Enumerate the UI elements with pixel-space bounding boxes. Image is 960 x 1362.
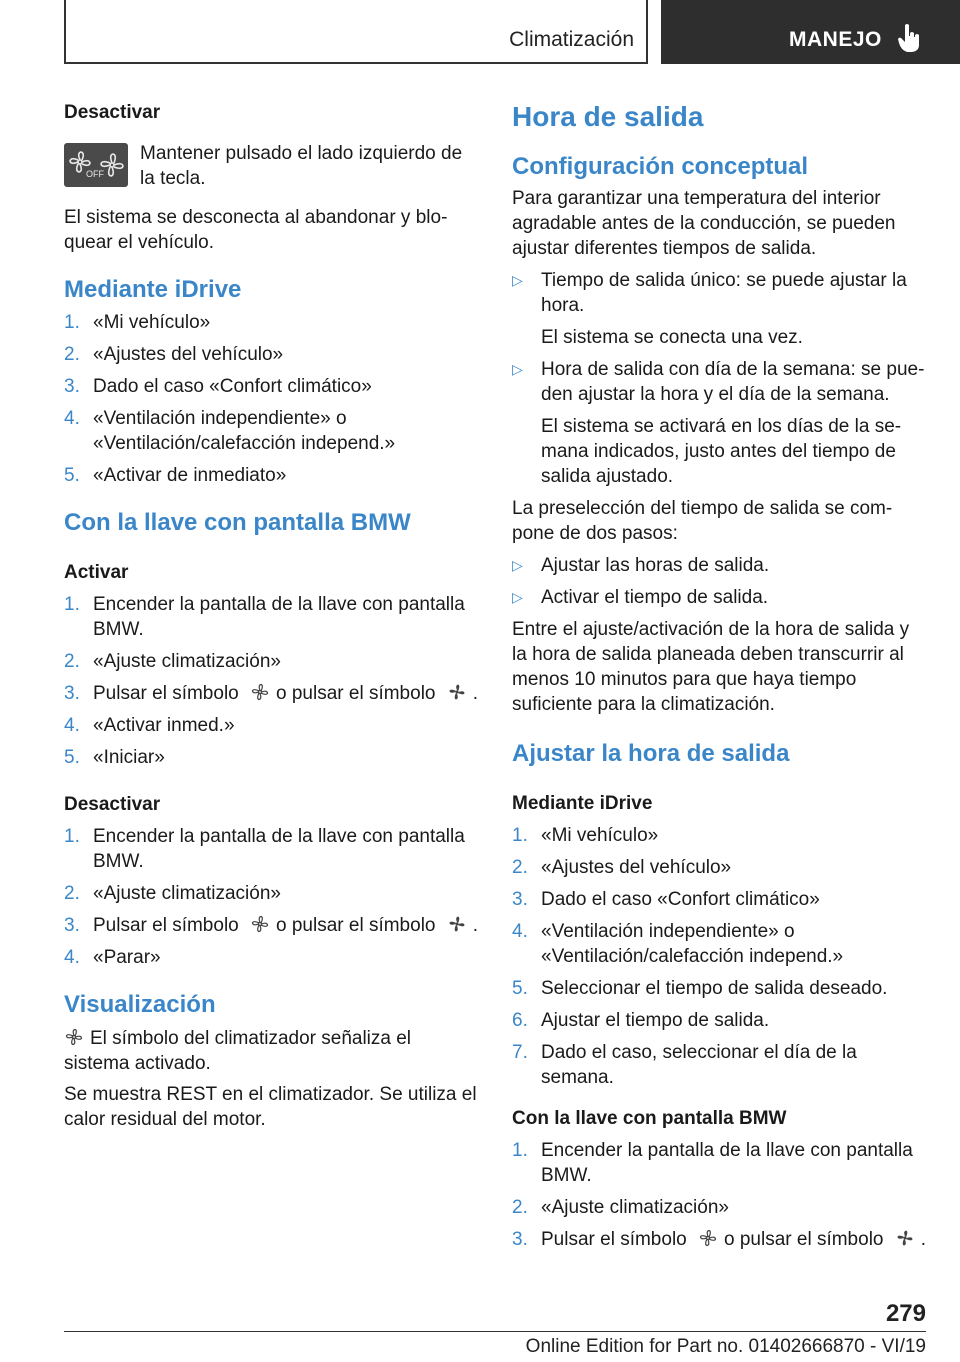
list-item: 2. «Ajustes del vehículo» (64, 344, 284, 365)
concept-heading: Configuración conceptual (512, 153, 809, 180)
list-item: 1. «Mi vehículo» (64, 312, 211, 333)
hand-pointer-icon (897, 23, 921, 53)
preselect-steps (512, 553, 928, 610)
desactivar-block (64, 141, 480, 191)
ajustar-heading: Ajustar la hora de salida (512, 740, 790, 767)
concept-intro: Para garantizar una temperatura del interior agradable antes de la conducción, se pueden ajustar diferentes tiempos de salida. (512, 188, 896, 259)
fan-outline-icon (250, 682, 270, 702)
timing-note: Entre el ajuste/activación de la hora de salida y la hora de salida planeada deben transcurrir al menos 10 minutos para que haya tiempo suficiente para la climatización. (512, 619, 910, 715)
list-item: 4. «Activar inmed.» (64, 715, 235, 736)
fan-outline-icon (64, 1027, 84, 1047)
list-item: 1. «Mi vehículo» (512, 825, 659, 846)
list-item: 1. Encender la pantalla de la llave con pantalla BMW. (64, 826, 465, 872)
activar-heading: Activar (64, 562, 129, 583)
left-column (64, 100, 480, 1132)
chapter-tab (661, 0, 960, 64)
list-item: 7. Dado el caso, seleccionar el día de la semana. (512, 1042, 857, 1088)
list-item: ▷ Ajustar las horas de salida. (512, 555, 770, 576)
ajustar-idrive-steps (512, 823, 928, 1090)
list-item: 5. «Iniciar» (64, 747, 165, 768)
fan-outline-icon (698, 1228, 718, 1248)
fan-icon (97, 150, 127, 180)
list-item: 3. Dado el caso «Confort climático» (64, 376, 372, 397)
fan-filled-icon (895, 1228, 915, 1248)
key-heading: Con la llave con pantalla BMW (64, 509, 411, 536)
idrive-heading: Mediante iDrive (64, 276, 242, 303)
preselect-text: La preselección del tiempo de salida se compone de dos pasos: (512, 498, 893, 544)
list-item: 5. «Activar de inmediato» (64, 465, 287, 486)
desactivar-heading: Desactivar (64, 102, 161, 123)
list-item: ▷ Tiempo de salida único: se puede ajustar la hora. El sistema se conecta una vez. (512, 270, 907, 348)
list-item: ▷ Activar el tiempo de salida. (512, 587, 769, 608)
list-item: 2. «Ajuste climatización» (64, 883, 281, 904)
list-item: 2. «Ajuste climatización» (64, 651, 281, 672)
idrive-steps (64, 310, 480, 488)
page-number: 279 (885, 1300, 926, 1327)
list-item: 3. Pulsar el símbolo o pulsar el símbolo . (64, 915, 479, 936)
ajustar-idrive-heading: Mediante iDrive (512, 793, 653, 814)
desactivar-text: Mantener pulsado el lado izquierdo de la tecla. (140, 143, 463, 189)
edition-text: Online Edition for Part no. 01402666870 - VI/19 (525, 1336, 926, 1357)
list-item: 3. Pulsar el símbolo o pulsar el símbolo . (64, 683, 479, 704)
section-title: Climatización (509, 28, 634, 51)
off-label: OFF (86, 169, 104, 179)
fan-filled-icon (447, 682, 467, 702)
list-item: 6. Ajustar el tiempo de salida. (512, 1010, 770, 1031)
fan-outline-icon (250, 914, 270, 934)
list-item: 2. «Ajuste climatización» (512, 1197, 729, 1218)
ajustar-key-heading: Con la llave con pantalla BMW (512, 1108, 787, 1129)
list-item: 5. Seleccionar el tiempo de salida deseado. (512, 978, 888, 999)
visualizacion-heading: Visualización (64, 991, 216, 1018)
right-column (512, 100, 928, 1259)
list-item: 3. Dado el caso «Confort climático» (512, 889, 820, 910)
list-item: 1. Encender la pantalla de la llave con pantalla BMW. (64, 594, 465, 640)
list-item: 3. Pulsar el símbolo o pulsar el símbolo . (512, 1229, 927, 1250)
list-item: 4. «Ventilación independiente» o «Ventilación/calefacción independ.» (64, 408, 396, 454)
auto-off-text: El sistema se desconecta al abandonar y bloquear el vehículo. (64, 207, 448, 253)
ajustar-key-steps (512, 1138, 928, 1252)
list-item: 2. «Ajustes del vehículo» (512, 857, 732, 878)
list-item: ▷ Hora de salida con día de la semana: se pueden ajustar la hora y el día de la semana. El sistema se activará en los días de la semana indicados, justo antes del tiempo de salida ajustado. (512, 359, 925, 487)
footer-divider (64, 1331, 926, 1332)
desactivar-steps (64, 824, 480, 970)
activar-steps (64, 592, 480, 770)
list-item: 4. «Ventilación independiente» o «Ventilación/calefacción independ.» (512, 921, 844, 967)
departure-types (512, 268, 928, 489)
visualizacion-text: El símbolo del climatizador señaliza el sistema activado. (64, 1028, 412, 1074)
list-item: 4. «Parar» (64, 947, 161, 968)
list-item: 1. Encender la pantalla de la llave con pantalla BMW. (512, 1140, 913, 1186)
desactivar-key-heading: Desactivar (64, 794, 161, 815)
fan-filled-icon (447, 914, 467, 934)
page-title: Hora de salida (512, 101, 704, 132)
climate-key-button-image (64, 143, 128, 187)
rest-text: Se muestra REST en el climatizador. Se utiliza el calor residual del motor. (64, 1084, 477, 1130)
chapter-tab-label: MANEJO (789, 28, 882, 51)
